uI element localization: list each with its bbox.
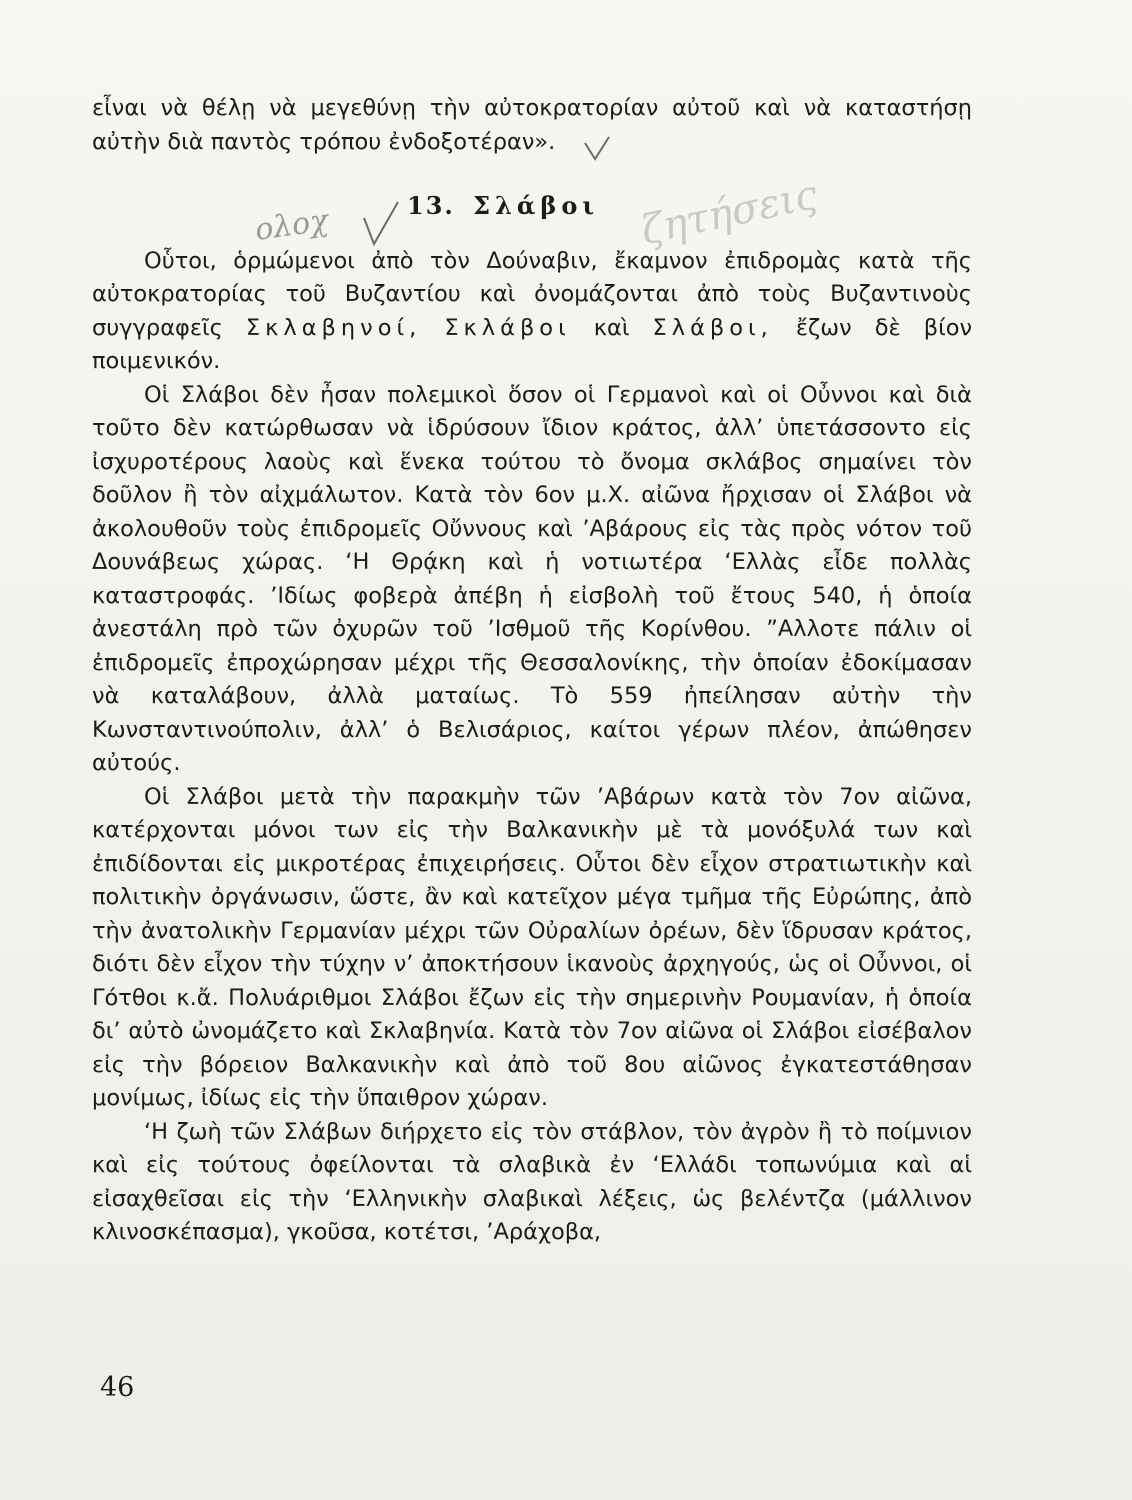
body-text: [92, 92, 972, 1250]
pencil-annotation-faint: ζητήσεις: [637, 171, 822, 255]
slav-name: Σλάβοι,: [652, 314, 773, 341]
paragraph: [92, 245, 972, 379]
paragraph-continued: εἶναι νὰ θέλῃ νὰ μεγεθύνῃ τὴν αὐτοκρατορίαν αὐτοῦ καὶ νὰ καταστήσῃ αὐτὴν διὰ παντὸς τρόπου ἐνδοξοτέραν».: [92, 95, 972, 155]
page-number: 46: [100, 1372, 135, 1403]
paragraph: ‘Η ζωὴ τῶν Σλάβων διήρχετο εἰς τὸν στάβλον, τὸν ἀγρὸν ἢ τὸ ποίμνιον καὶ εἰς τούτους ὀφείλονται τὰ σλαβικὰ ἐν ‘Ελλάδι τοπωνύμια καὶ αἱ εἰσαχθεῖσαι εἰς τὴν ‘Ελληνικὴν σλαβικαὶ λέξεις, ὡς βελέντζα (μάλλινον κλινοσκέπασμα), γκοῦσα, κοτέτσι, ’Αράχοβα,: [92, 1118, 972, 1245]
pencil-annotation: ολοχ: [252, 203, 331, 248]
section-title: Σλάβοι: [473, 191, 599, 220]
paragraph-text: Οὗτοι, ὁρμώμενοι ἀπὸ τὸν Δούναβιν, ἔκαμνον ἐπιδρομὰς κατὰ τῆς αὐτοκρατορίας τοῦ Βυζαντίου καὶ ὀνομάζονται ἀπὸ τοὺς Βυζαντινοὺς συγγραφεῖς: [92, 247, 972, 341]
slav-name: Σκλάβοι: [444, 314, 571, 341]
section-heading: [92, 189, 972, 223]
section-number: 13.: [407, 191, 455, 220]
paragraph: Οἱ Σλάβοι δὲν ἦσαν πολεμικοὶ ὅσον οἱ Γερμανοὶ καὶ οἱ Οὖννοι καὶ διὰ τοῦτο δὲν κατώρθωσαν νὰ ἱδρύσουν ἴδιον κράτος, ἀλλ’ ὑπετάσσοντο εἰς ἰσχυροτέρους λαοὺς καὶ ἕνεκα τούτου τὸ ὄνομα σκλάβος σημαίνει τὸν δοῦλον ἢ τὸν αἰχμάλωτον. Κατὰ τὸν 6ον μ.Χ. αἰῶνα ἤρχισαν οἱ Σλάβοι νὰ ἀκολουθοῦν τοὺς ἐπιδρομεῖς Οὔννους καὶ ’Αβάρους εἰς τὰς πρὸς νότον τοῦ Δουνάβεως χώρας. ‘Η Θρᾴκη καὶ ἡ νοτιωτέρα ‘Ελλὰς εἶδε πολλὰς καταστροφάς. ’Ιδίως φοβερὰ ἀπέβη ἡ εἰσβολὴ τοῦ ἔτους 540, ἡ ὁποία ἀνεστάλη πρὸ τῶν ὀχυρῶν τοῦ ’Ισθμοῦ τῆς Κορίνθου. ”Αλλοτε πάλιν οἱ ἐπιδρομεῖς ἐπροχώρησαν μέχρι τῆς Θεσσαλονίκης, τὴν ὁποίαν ἐδοκίμασαν νὰ καταλάβουν, ἀλλὰ ματαίως. Τὸ 559 ἠπείλησαν αὐτὴν τὴν Κωνσταντινούπολιν, ἀλλ’ ὁ Βελισάριος, καίτοι γέρων πλέον, ἀπώθησεν αὐτούς.: [92, 381, 972, 776]
conjunction: καὶ: [593, 314, 630, 341]
slav-name: Σκλαβηνοί,: [245, 314, 422, 341]
paragraph-text-end: ἔζων δὲ βίον ποιμενικόν.: [92, 314, 973, 374]
paragraph: Οἱ Σλάβοι μετὰ τὴν παρακμὴν τῶν ’Αβάρων κατὰ τὸν 7ον αἰῶνα, κατέρχονται μόνοι των εἰς τὴν Βαλκανικὴν μὲ τὰ μονόξυλά των καὶ ἐπιδίδονται εἰς μικροτέρας ἐπιχειρήσεις. Οὗτοι δὲν εἶχον στρατιωτικὴν καὶ πολιτικὴν ὀργάνωσιν, ὥστε, ἂν καὶ κατεῖχον μέγα τμῆμα τῆς Εὐρώπης, ἀπὸ τὴν ἀνατολικὴν Γερμανίαν μέχρι τῶν Οὐραλίων ὀρέων, δὲν ἵδρυσαν κράτος, διότι δὲν εἶχον τὴν τύχην ν’ ἀποκτήσουν ἱκανοὺς ἀρχηγούς, ὡς οἱ Οὖννοι, οἱ Γότθοι κ.ἄ. Πολυάριθμοι Σλάβοι ἔζων εἰς τὴν σημερινὴν Ρουμανίαν, ἡ ὁποία δι’ αὐτὸ ὠνομάζετο καὶ Σκλαβηνία. Κατὰ τὸν 7ον αἰῶνα οἱ Σλάβοι εἰσέβαλον εἰς τὴν βόρειον Βαλκανικὴν καὶ ἀπὸ τοῦ 8ου αἰῶνος ἐγκατεστάθησαν μονίμως, ἰδίως εἰς τὴν ὕπαιθρον χώραν.: [92, 783, 972, 1111]
